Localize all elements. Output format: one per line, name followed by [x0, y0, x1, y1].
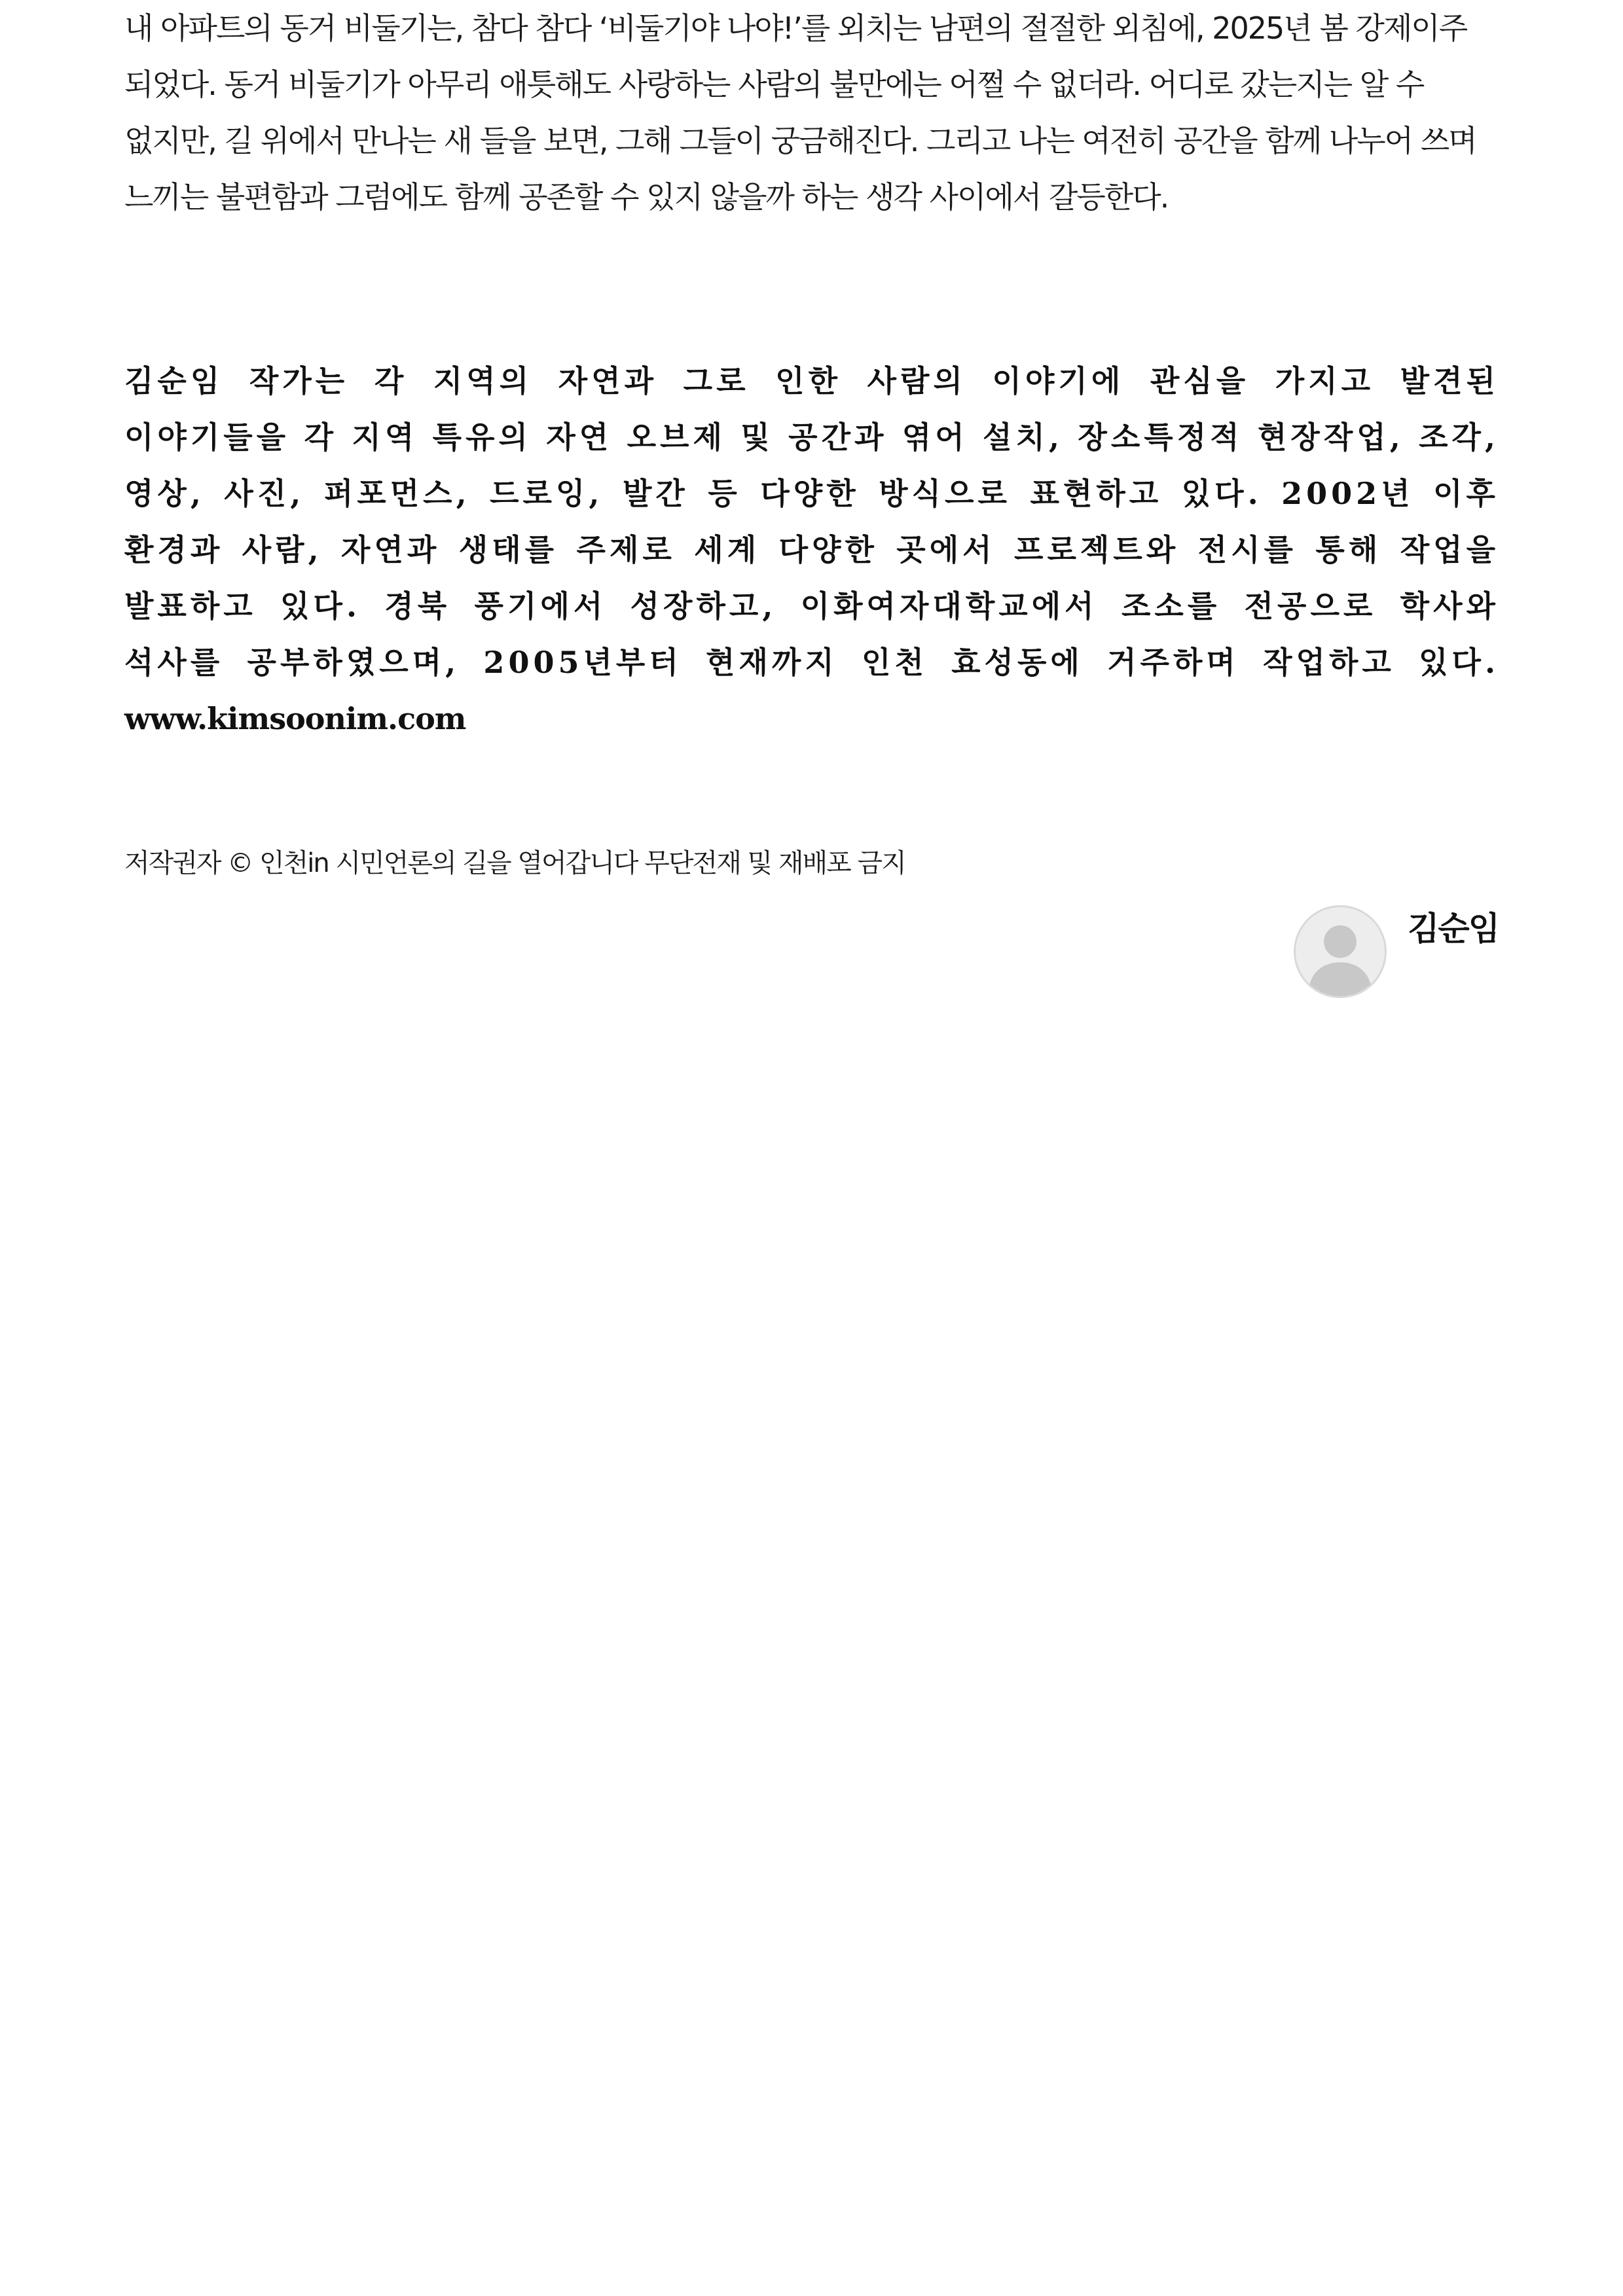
article-paragraph: 내 아파트의 동거 비둘기는, 참다 참다 ‘비둘기야 나야!’를 외치는 남편의 절절한 외침에, 2025년 봄 강제이주 되었다. 동거 비둘기가 아무리 애틋해도 사랑하는 사람의 불만에는 어쩔 수 없더라. 어디로 갔는지는 알 수 없지만, 길 위에서 만나는 새 들을 보면, 그해 그들이 궁금해진다. 그리고 나는 여전히 공간을 함께 나누어 쓰며 느끼는 불편함과 그럼에도 함께 공존할 수 있지 않을까 하는 생각 사이에서 갈등한다.	[124, 10, 1476, 215]
copyright-notice: 저작권자 © 인천in 시민언론의 길을 열어갑니다 무단전재 및 재배포 금지	[124, 848, 905, 878]
author-avatar[interactable]	[1294, 905, 1387, 998]
author-bio	[124, 353, 1499, 747]
author-bio-text: 김순임 작가는 각 지역의 자연과 그로 인한 사람의 이야기에 관심을 가지고 발견된 이야기들을 각 지역 특유의 자연 오브제 및 공간과 엮어 설치, 장소특정적 현장작업, 조각, 영상, 사진, 퍼포먼스, 드로잉, 발간 등 다양한 방식으로 표현하고 있다. 2002년 이후 환경과 사람, 자연과 생태를 주제로 세계 다양한 곳에서 프로젝트와 전시를 통해 작업을 발표하고 있다. 경북 풍기에서 성장하고, 이화여자대학교에서 조소를 전공으로 학사와 석사를 공부하였으며, 2005년부터 현재까지 인천 효성동에 거주하며 작업하고 있다.	[124, 363, 1499, 680]
author-name[interactable]: 김순임	[1408, 910, 1499, 948]
default-user-avatar-icon	[1296, 907, 1385, 996]
author-byline[interactable]	[1294, 905, 1499, 998]
article-body	[124, 0, 1499, 882]
author-website-link[interactable]: www.kimsoonim.com	[124, 701, 466, 736]
